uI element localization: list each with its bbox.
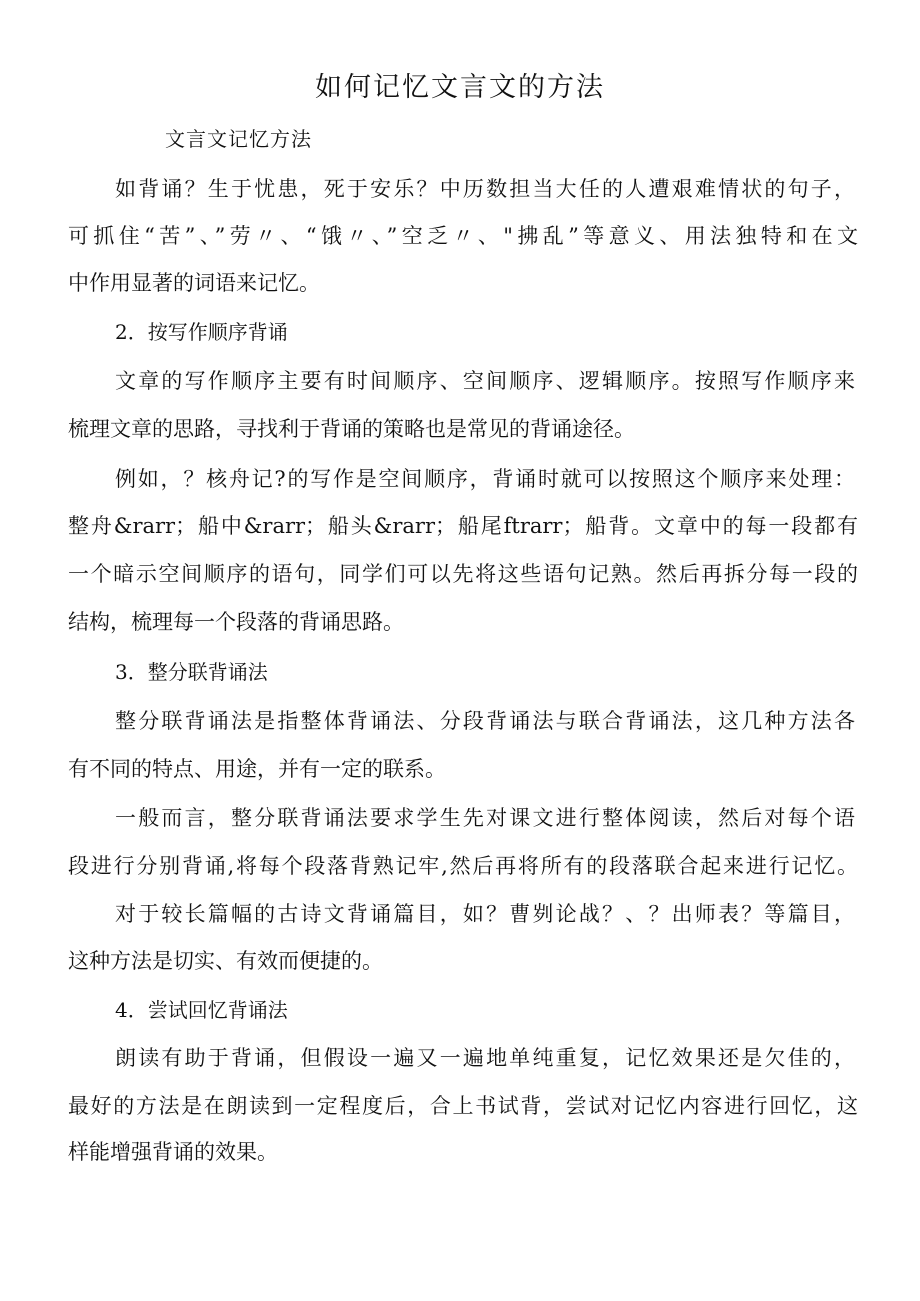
section-heading: 4．尝试回忆背诵法 [115,998,288,1022]
paragraph-line: 可抓住“苦”、”劳〃、“饿〃、”空乏〃、"拂乱”等意义、用法独特和在文 [68,224,858,248]
paragraph-line: 结构，梳理每一个段落的背诵思路。 [68,610,404,634]
paragraph-line: 对于较长篇幅的古诗文背诵篇目，如？曹刿论战？、？出师表？等篇目， [115,902,855,926]
section-heading: 3．整分联背诵法 [115,660,268,684]
paragraph-line: 梳理文章的思路，寻找利于背诵的策略也是常见的背诵途径。 [68,417,635,441]
paragraph-line: 样能增强背诵的效果。 [68,1140,278,1164]
paragraph-line: 一般而言，整分联背诵法要求学生先对课文进行整体阅读，然后对每个语 [115,806,855,830]
page-title: 如何记忆文言文的方法 [315,72,605,103]
paragraph-line: 整舟&rarr；船中&rarr；船头&rarr；船尾ftrarr；船背。文章中的每一段都有 [68,514,858,538]
section-heading: 2．按写作顺序背诵 [115,320,288,344]
paragraph-line: 如背诵？生于忧患，死于安乐？中历数担当大任的人遭艰难情状的句子， [115,177,855,201]
paragraph-line: 段进行分别背诵,将每个段落背熟记牢,然后再将所有的段落联合起来进行记忆。 [68,854,858,878]
paragraph-line: 这种方法是切实、有效而便捷的。 [68,949,383,973]
paragraph-line: 最好的方法是在朗读到一定程度后，合上书试背，尝试对记忆内容进行回忆，这 [68,1094,858,1118]
paragraph-line: 例如，？核舟记?的写作是空间顺序，背诵时就可以按照这个顺序来处理： [115,467,855,491]
paragraph-line: 中作用显著的词语来记忆。 [68,271,320,295]
paragraph-line: 文章的写作顺序主要有时间顺序、空间顺序、逻辑顺序。按照写作顺序来 [115,369,855,393]
paragraph-line: 朗读有助于背诵，但假设一遍又一遍地单纯重复，记忆效果还是欠佳的， [115,1046,855,1070]
paragraph-line: 整分联背诵法是指整体背诵法、分段背诵法与联合背诵法，这几种方法各 [115,709,855,733]
paragraph-line: 有不同的特点、用途，并有一定的联系。 [68,757,446,781]
section-subtitle: 文言文记忆方法 [165,127,312,151]
paragraph-line: 一个暗示空间顺序的语句，同学们可以先将这些语句记熟。然后再拆分每一段的 [68,562,858,586]
